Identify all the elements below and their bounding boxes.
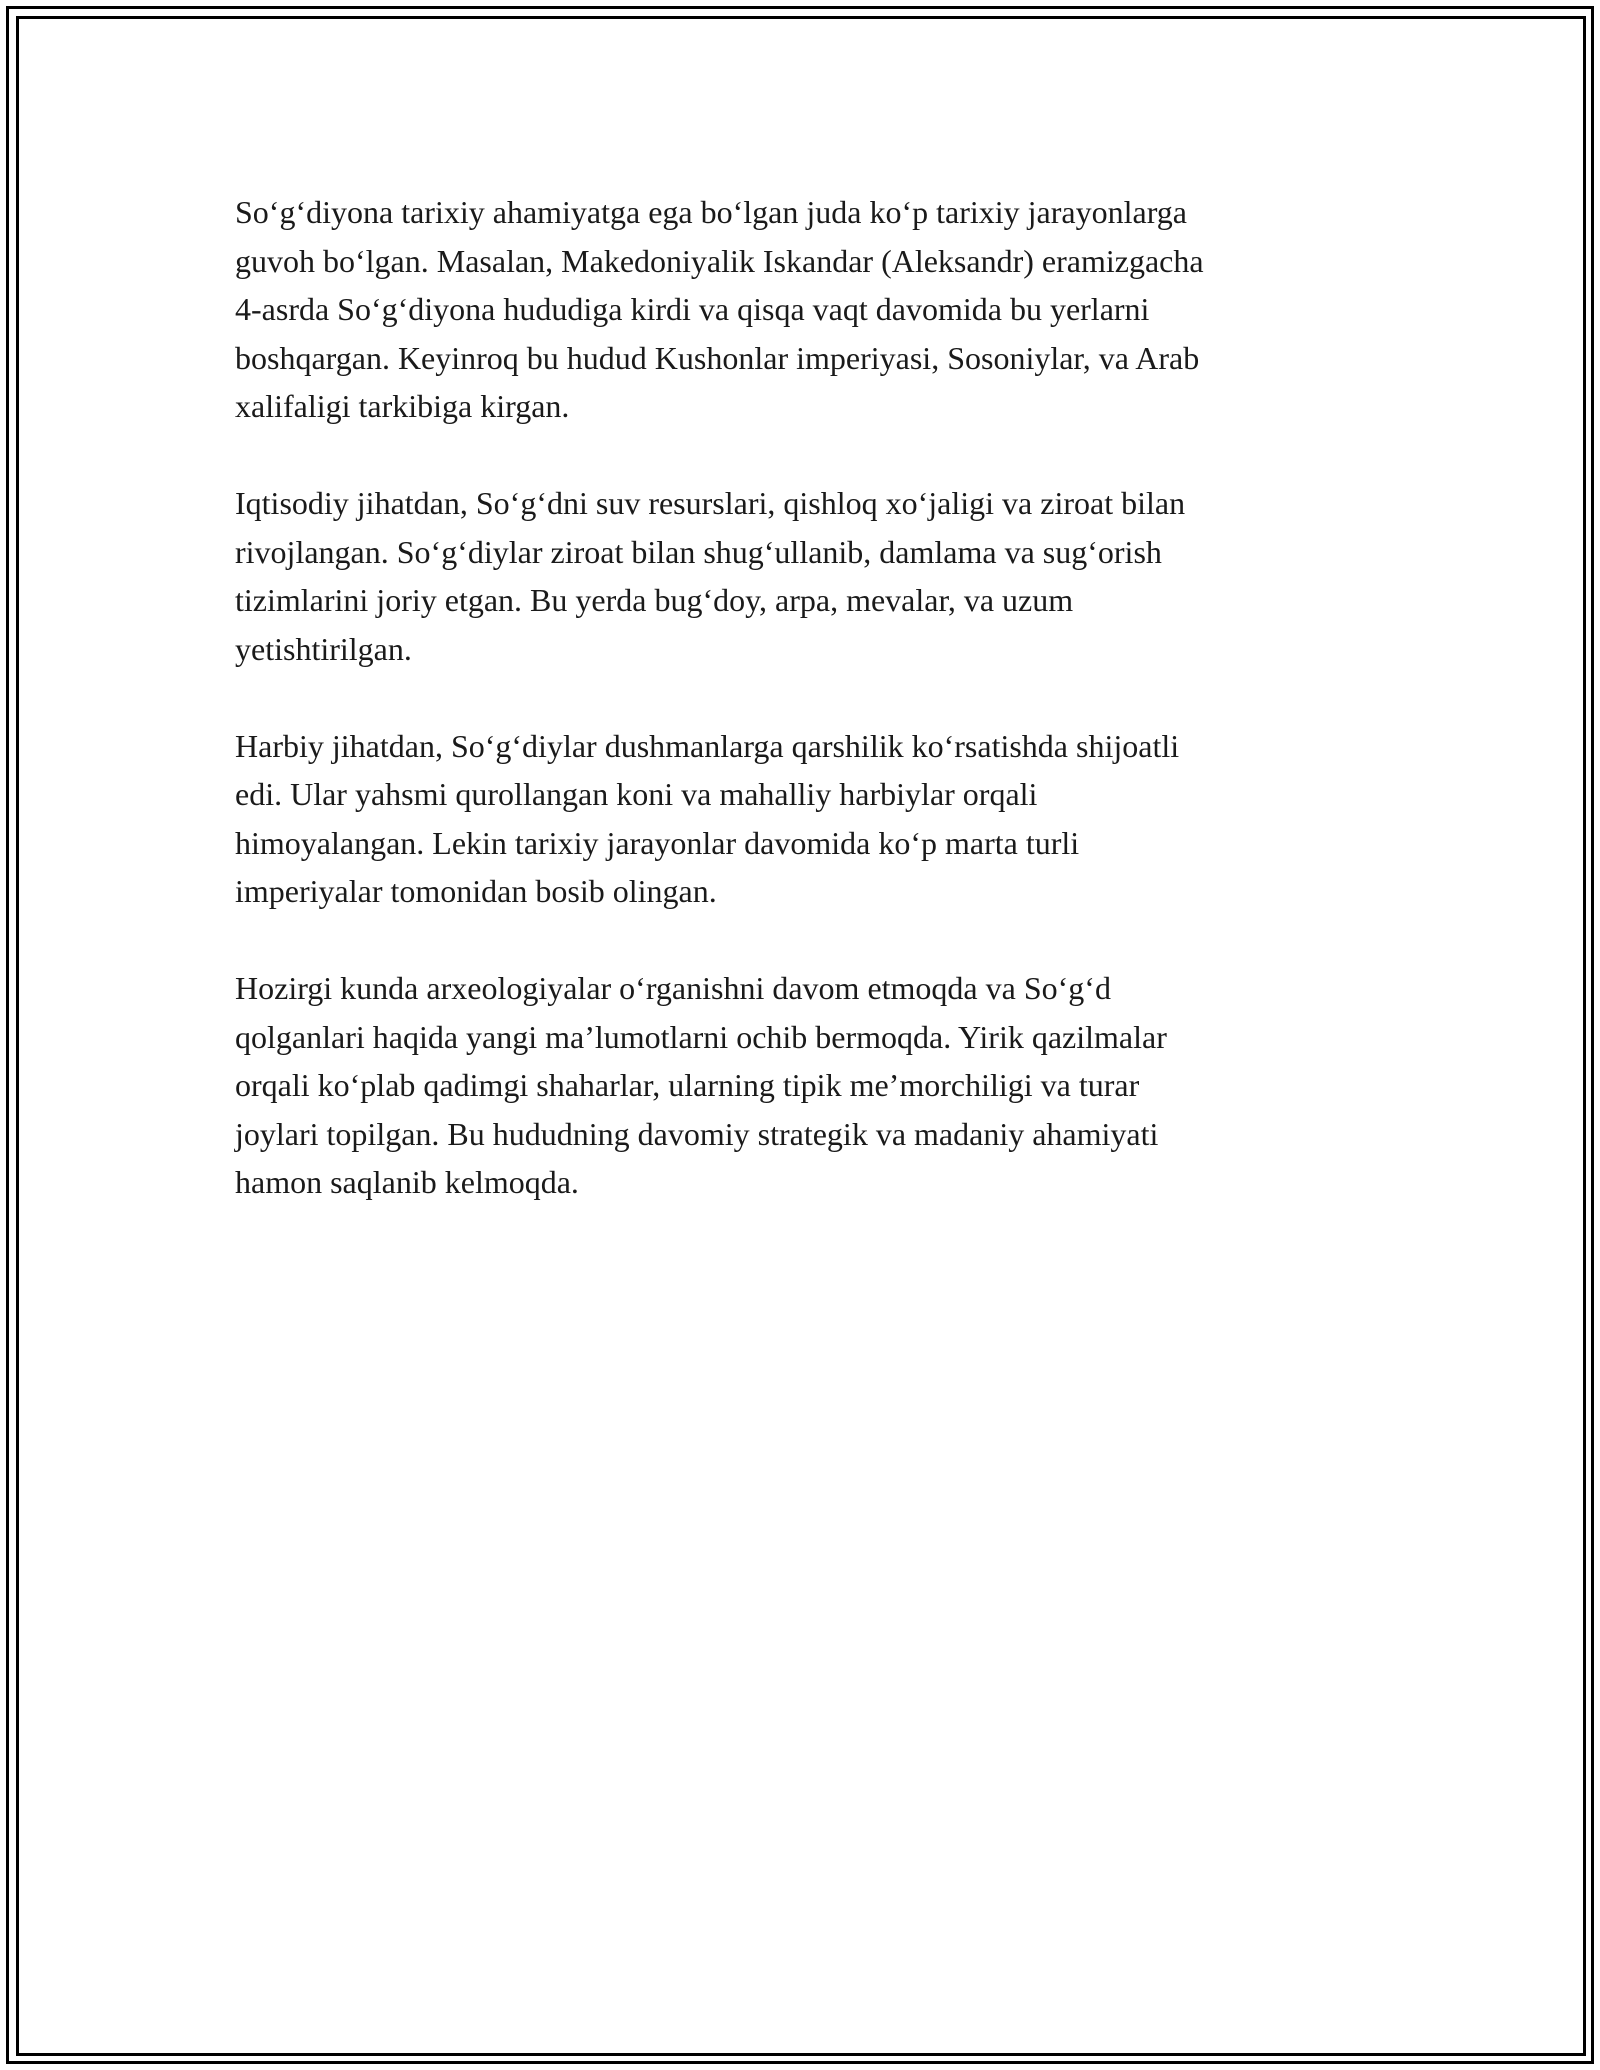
text-line: qolganlari haqida yangi ma’lumotlarni ochib bermoqda. Yirik qazilmalar: [235, 1018, 1167, 1055]
text-line: orqali ko‘plab qadimgi shaharlar, ularning tipik me’morchiligi va turar: [235, 1067, 1140, 1103]
text-line: edi. Ular yahsmi qurollangan koni va mahalliy harbiylar orqali: [235, 776, 1038, 812]
text-line: 4-asrda So‘g‘diyona hududiga kirdi va qisqa vaqt davomida bu yerlarni: [235, 291, 1150, 327]
text-line: boshqargan. Keyinroq bu hudud Kushonlar imperiyasi, Sosoniylar, va Arab: [235, 339, 1200, 376]
text-line: yetishtirilgan.: [235, 630, 412, 667]
document-body: [235, 188, 1365, 1255]
text-line: joylari topilgan. Bu hududning davomiy strategik va madaniy ahamiyati: [235, 1115, 1159, 1152]
text-line: xalifaligi tarkibiga kirgan.: [235, 388, 570, 424]
paragraph-1: [235, 188, 1365, 431]
text-line: hamon saqlanib kelmoqda.: [235, 1164, 579, 1200]
text-line: rivojlangan. So‘g‘diylar ziroat bilan shug‘ullanib, damlama va sug‘orish: [235, 533, 1162, 570]
paragraph-4: [235, 964, 1365, 1207]
paragraph-3: [235, 722, 1365, 916]
text-line: Harbiy jihatdan, So‘g‘diylar dushmanlarga qarshilik ko‘rsatishda shijoatli: [235, 727, 1180, 764]
text-line: tizimlarini joriy etgan. Bu yerda bug‘doy, arpa, mevalar, va uzum: [235, 582, 1074, 618]
text-line: guvoh bo‘lgan. Masalan, Makedoniyalik Iskandar (Aleksandr) eramizgacha: [235, 242, 1204, 279]
text-line: imperiyalar tomonidan bosib olingan.: [235, 873, 717, 909]
paragraph-2: [235, 479, 1365, 673]
text-line: Hozirgi kunda arxeologiyalar o‘rganishni davom etmoqda va So‘g‘d: [235, 970, 1111, 1006]
text-line: himoyalangan. Lekin tarixiy jarayonlar davomida ko‘p marta turli: [235, 824, 1080, 861]
text-line: Iqtisodiy jihatdan, So‘g‘dni suv resurslari, qishloq xo‘jaligi va ziroat bilan: [235, 485, 1186, 521]
text-line: So‘g‘diyona tarixiy ahamiyatga ega bo‘lgan juda ko‘p tarixiy jarayonlarga: [235, 194, 1187, 230]
